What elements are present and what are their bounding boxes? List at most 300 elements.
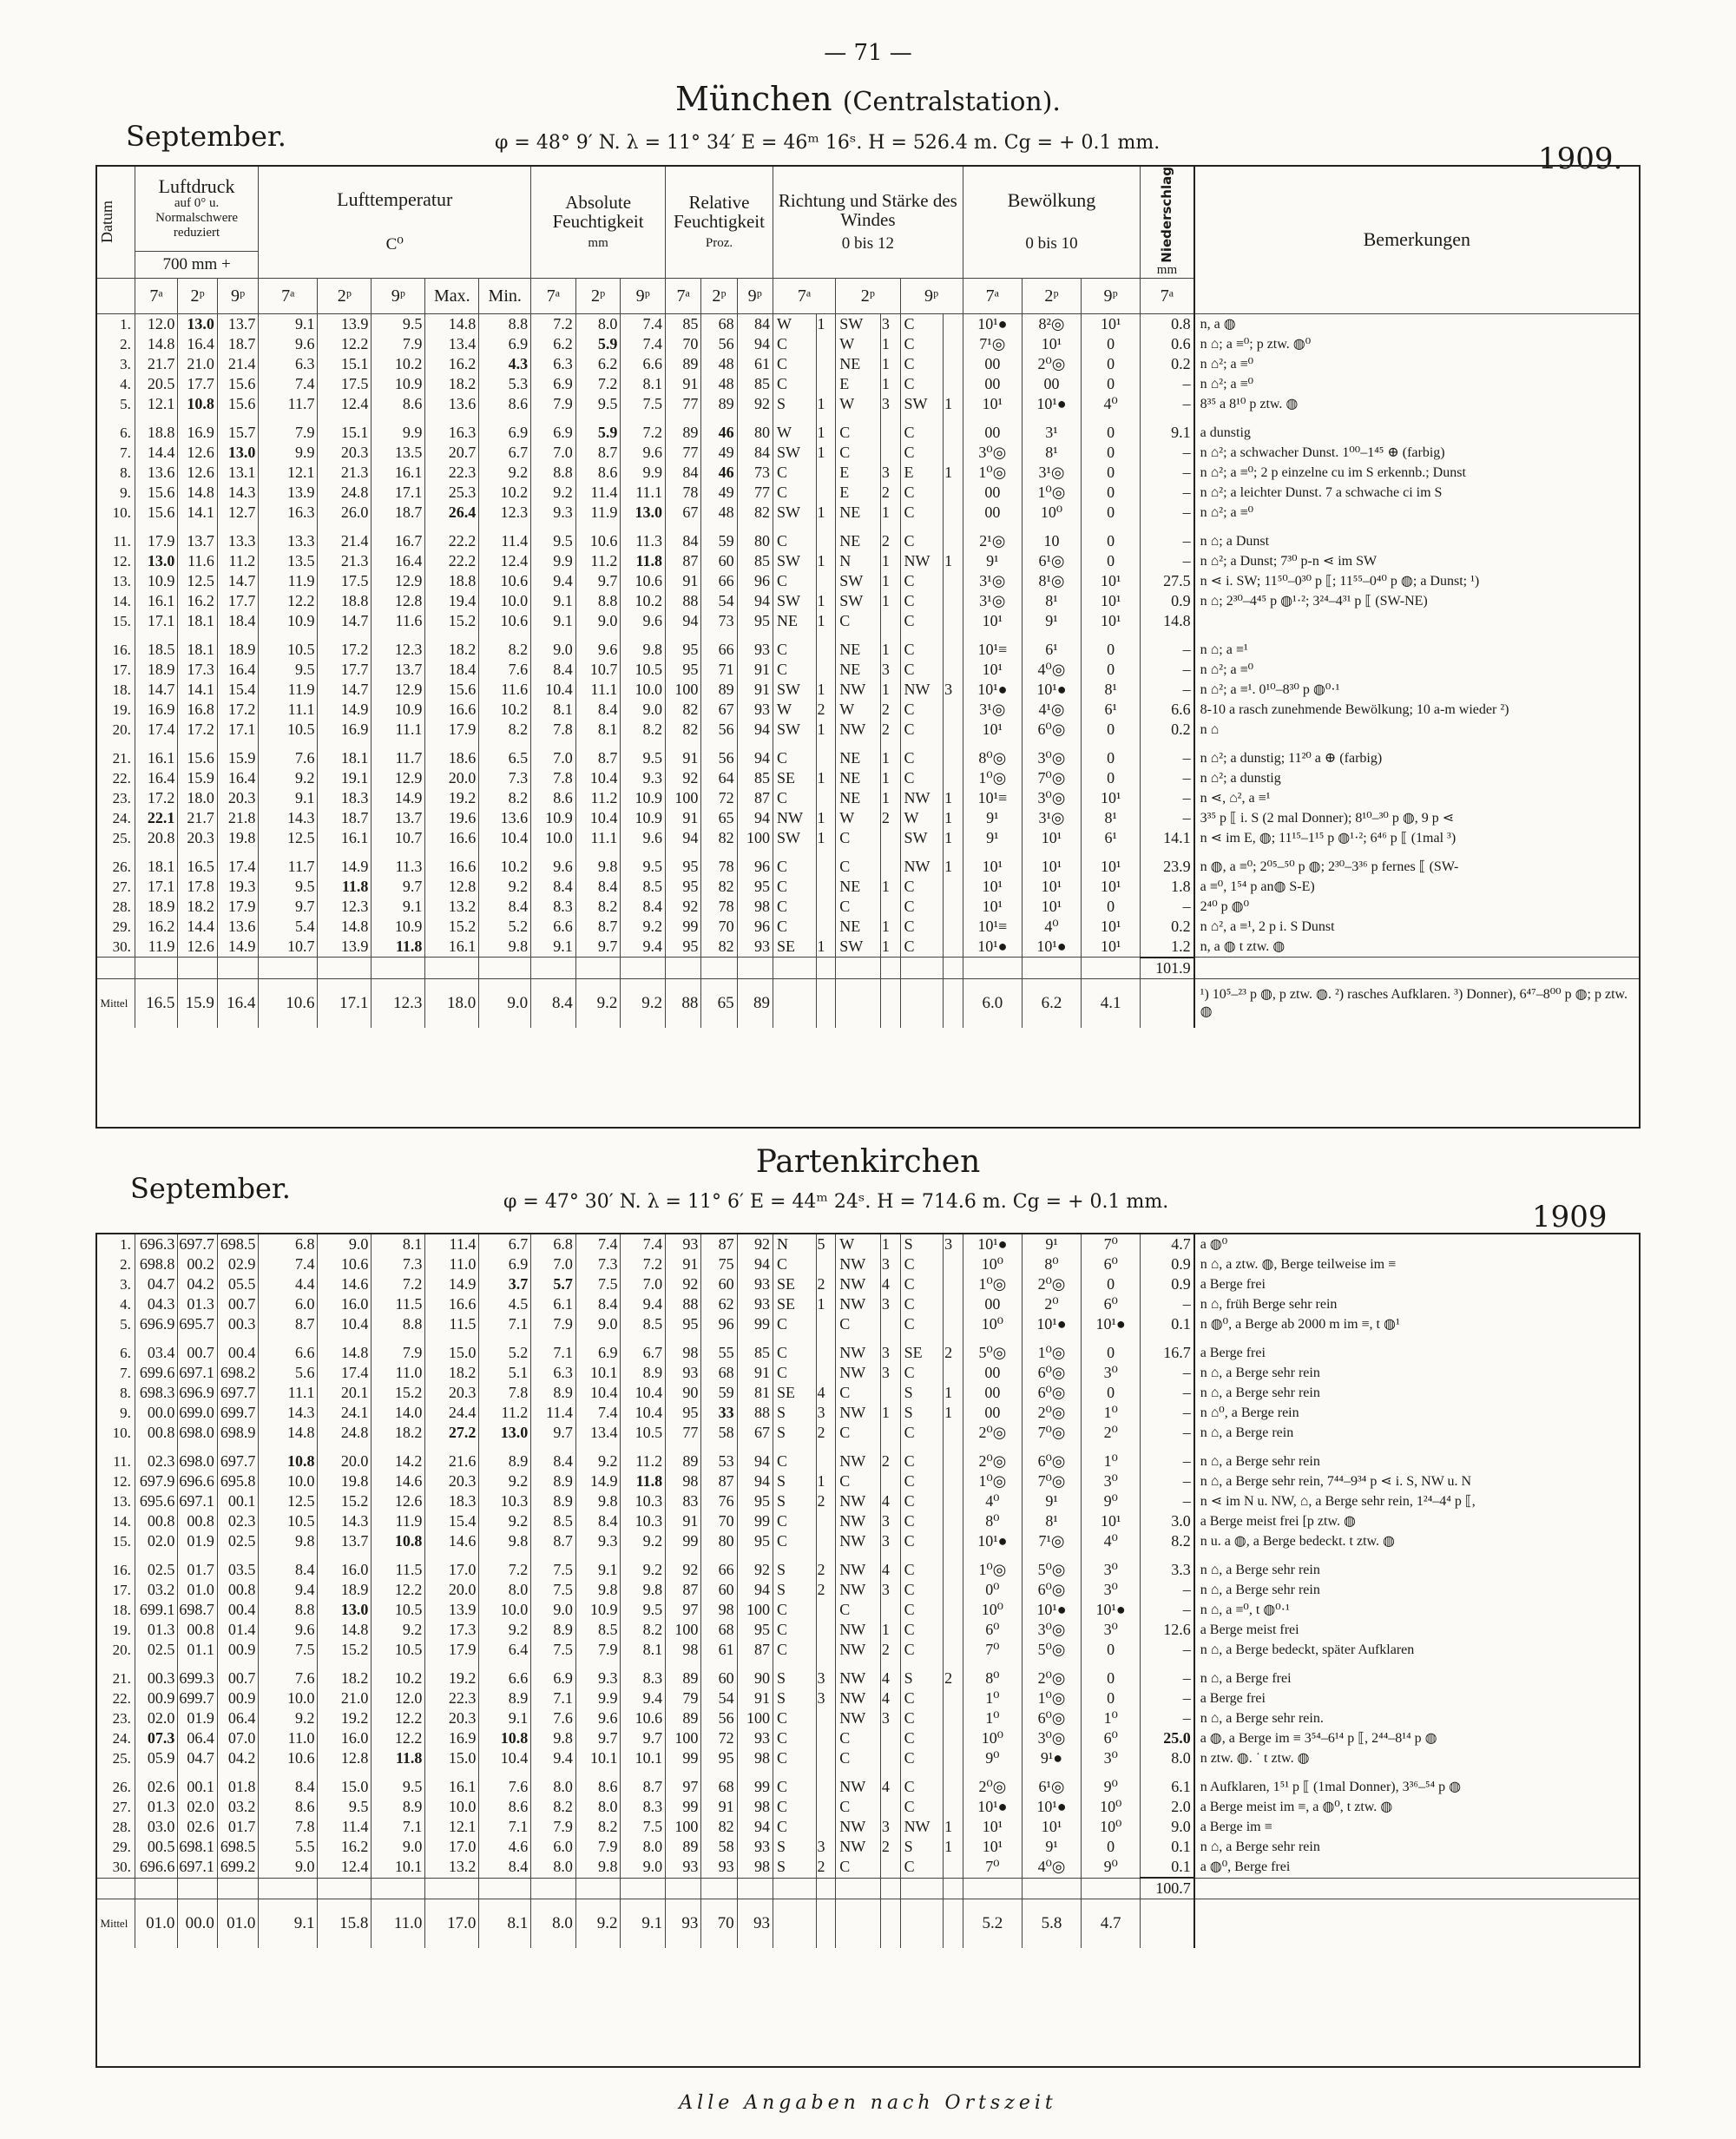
remark-cell: a Berge meist frei [1194, 1620, 1639, 1640]
p-value-cell: 04.7 [135, 1274, 178, 1294]
p-value-cell: 16.9 [135, 700, 178, 720]
wind-direction-cell: W [836, 808, 881, 828]
p-value-cell: 16.4 [217, 660, 258, 680]
r-value-cell: 59 [701, 531, 737, 551]
p-value-cell: 16.1 [135, 748, 178, 768]
t-value-cell: 8.2 [479, 720, 531, 740]
wind-direction-cell: C [900, 748, 944, 768]
a-value-cell: 9.2 [575, 1451, 621, 1471]
wind-direction-cell: NE [836, 877, 881, 897]
remark-cell: a Berge meist im ≡, a ◍⁰, t ztw. ◍ [1194, 1797, 1639, 1817]
t-value-cell: 6.6 [479, 1668, 531, 1688]
empty-cell [900, 958, 944, 979]
a-value-cell: 10.1 [621, 1748, 666, 1768]
t-value-cell: 18.6 [425, 748, 479, 768]
wind-direction-cell: NW [836, 1817, 881, 1837]
t-value-cell: 18.3 [425, 1491, 479, 1511]
wind-strength-cell: 3 [816, 1403, 836, 1423]
table-row [97, 394, 1639, 414]
remark-cell: a Berge im ≡ [1194, 1817, 1639, 1837]
precip-sum-cell: 101.9 [1141, 958, 1194, 979]
hdr-7a: 7ᵃ [1141, 278, 1194, 313]
r-value-cell: 53 [701, 1451, 737, 1471]
a-value-cell: 8.1 [575, 720, 621, 740]
cloud-cell: 2⁰ [1022, 1294, 1081, 1314]
t-value-cell: 8.4 [479, 1857, 531, 1878]
cloud-cell: 10⁰ [963, 1254, 1022, 1274]
wind-direction-cell: N [773, 1234, 816, 1254]
t-value-cell: 12.1 [259, 463, 318, 483]
t-value-cell: 9.0 [259, 1857, 318, 1878]
t-value-cell: 5.4 [259, 917, 318, 937]
p-value-cell: 14.8 [135, 334, 178, 354]
cloud-cell: 00 [963, 483, 1022, 503]
t-value-cell: 18.2 [372, 1423, 425, 1443]
spacer-cell [737, 1443, 773, 1451]
a-value-cell: 6.2 [531, 334, 576, 354]
table-row [97, 1777, 1639, 1797]
empty-cell [575, 1878, 621, 1899]
r-value-cell: 100 [666, 788, 701, 808]
a-value-cell: 7.5 [621, 394, 666, 414]
wind-direction-cell: C [900, 1600, 944, 1620]
t-value-cell: 11.0 [372, 1363, 425, 1383]
t-value-cell: 24.8 [318, 1423, 372, 1443]
wind-strength-cell [944, 1451, 963, 1471]
wind-strength-cell [816, 1254, 836, 1274]
a-value-cell: 9.5 [621, 748, 666, 768]
a-value-cell: 6.3 [531, 354, 576, 374]
t-value-cell: 19.8 [318, 1471, 372, 1491]
r-value-cell: 98 [737, 1797, 773, 1817]
spacer-cell [1141, 1334, 1194, 1343]
cloud-cell: 0 [1082, 1274, 1141, 1294]
wind-strength-cell: 2 [816, 1423, 836, 1443]
p-value-cell: 12.5 [178, 571, 217, 591]
wind-strength-cell [944, 571, 963, 591]
wind-strength-cell: 1 [816, 720, 836, 740]
table-row [97, 1451, 1639, 1471]
precip-cell: 14.1 [1141, 828, 1194, 848]
r-value-cell: 87 [666, 1580, 701, 1600]
spacer-cell [1082, 848, 1141, 857]
t-value-cell: 21.4 [318, 531, 372, 551]
t-value-cell: 12.6 [372, 1491, 425, 1511]
p-value-cell: 698.7 [178, 1600, 217, 1620]
t-value-cell: 6.0 [259, 1294, 318, 1314]
r-value-cell: 70 [666, 334, 701, 354]
wind-strength-cell: 2 [944, 1343, 963, 1363]
spacer-cell [666, 523, 701, 531]
spacer-cell [217, 1551, 258, 1560]
p-value-cell: 20.3 [178, 828, 217, 848]
wind-strength-cell: 2 [944, 1668, 963, 1688]
spacer-cell [531, 1334, 576, 1343]
wind-direction-cell: C [900, 897, 944, 917]
month-label-parten: September. [130, 1172, 291, 1205]
wind-direction-cell: C [836, 897, 881, 917]
spacer-cell [1082, 631, 1141, 640]
wind-direction-cell: SE [773, 768, 816, 788]
wind-direction-cell: C [773, 1620, 816, 1640]
spacer-cell [701, 1660, 737, 1668]
t-value-cell: 10.6 [479, 611, 531, 631]
t-value-cell: 15.0 [425, 1748, 479, 1768]
date-cell: 16. [112, 641, 131, 658]
cloud-cell: 1⁰ [1082, 1451, 1141, 1471]
t-value-cell: 6.4 [479, 1640, 531, 1660]
t-value-cell: 18.3 [318, 788, 372, 808]
wind-direction-cell: C [900, 1640, 944, 1660]
empty-cell [900, 1878, 944, 1899]
a-value-cell: 9.4 [621, 1688, 666, 1708]
p-value-cell: 16.9 [178, 423, 217, 443]
hdr-7a: 7ᵃ [259, 278, 318, 313]
t-value-cell: 12.5 [259, 1491, 318, 1511]
cloud-cell: 10¹ [1022, 334, 1081, 354]
empty-cell [880, 978, 900, 1028]
precip-cell: – [1141, 1600, 1194, 1620]
remark-cell: a dunstig [1194, 423, 1639, 443]
wind-strength-cell [944, 1314, 963, 1334]
t-value-cell: 12.5 [259, 828, 318, 848]
wind-direction-cell: C [900, 374, 944, 394]
spacer-cell [900, 523, 944, 531]
wind-direction-cell: C [773, 1797, 816, 1817]
cloud-cell: 8⁰ [963, 1668, 1022, 1688]
hdr-2p: 2ᵖ [318, 278, 372, 313]
a-value-cell: 9.1 [531, 591, 576, 611]
wind-direction-cell: C [773, 1708, 816, 1728]
r-value-cell: 48 [701, 354, 737, 374]
spacer-cell [97, 740, 135, 748]
r-value-cell: 94 [737, 1817, 773, 1837]
t-value-cell: 9.2 [479, 877, 531, 897]
t-value-cell: 19.2 [425, 1668, 479, 1688]
empty-cell [816, 1878, 836, 1899]
p-value-cell: 03.2 [135, 1580, 178, 1600]
t-value-cell: 9.2 [372, 1620, 425, 1640]
spacer-cell [737, 1334, 773, 1343]
precip-cell: 0.9 [1141, 591, 1194, 611]
r-value-cell: 60 [701, 1580, 737, 1600]
spacer-cell [737, 414, 773, 423]
r-value-cell: 66 [701, 640, 737, 660]
table-row [97, 591, 1639, 611]
cloud-cell: 0 [1082, 334, 1141, 354]
wind-direction-cell: C [836, 423, 881, 443]
hdr-2p: 2ᵖ [836, 278, 900, 313]
cloud-cell: 7⁰ [1082, 1234, 1141, 1254]
remark-cell: n u. a ◍, a Berge bedeckt. t ztw. ◍ [1194, 1531, 1639, 1551]
r-value-cell: 85 [737, 551, 773, 571]
r-value-cell: 60 [701, 551, 737, 571]
t-value-cell: 16.4 [372, 551, 425, 571]
wind-strength-cell: 2 [816, 700, 836, 720]
table-row [97, 1403, 1639, 1423]
remark-cell: n ⌂²; a ≡⁰; 2 p einzelne cu im S erkennb.; Dunst [1194, 463, 1639, 483]
a-value-cell: 8.7 [575, 917, 621, 937]
date-cell: 7. [120, 444, 131, 461]
spacer-cell [816, 1660, 836, 1668]
wind-strength-cell [880, 1748, 900, 1768]
wind-direction-cell: C [773, 1511, 816, 1531]
p-value-cell: 07.0 [217, 1728, 258, 1748]
wind-direction-cell: C [900, 1620, 944, 1640]
p-value-cell: 699.7 [178, 1688, 217, 1708]
wind-direction-cell: C [773, 354, 816, 374]
spacer-cell [135, 1660, 178, 1668]
p-value-cell: 17.7 [178, 374, 217, 394]
spacer-cell [425, 414, 479, 423]
t-value-cell: 22.3 [425, 463, 479, 483]
empty-cell [816, 978, 836, 1028]
spacer-row [97, 523, 1639, 531]
wind-strength-cell: 2 [880, 700, 900, 720]
r-value-cell: 95 [666, 640, 701, 660]
remark-cell: n ⌂²; a ≡⁰ [1194, 503, 1639, 523]
p-value-cell: 00.4 [217, 1600, 258, 1620]
cloud-cell: 10¹≡ [963, 640, 1022, 660]
date-cell: 27. [112, 1799, 131, 1815]
cloud-cell: 10⁰ [1022, 503, 1081, 523]
wind-strength-cell: 2 [880, 808, 900, 828]
spacer-cell [737, 523, 773, 531]
t-value-cell: 6.8 [259, 1234, 318, 1254]
cloud-cell: 6⁰◎ [1022, 1451, 1081, 1471]
wind-direction-cell: C [900, 877, 944, 897]
a-value-cell: 9.0 [575, 611, 621, 631]
p-value-cell: 18.7 [217, 334, 258, 354]
p-value-cell: 22.1 [135, 808, 178, 828]
p-value-cell: 698.3 [135, 1383, 178, 1403]
wind-direction-cell: C [836, 1314, 881, 1334]
wind-direction-cell: NE [836, 531, 881, 551]
t-value-cell: 10.6 [318, 1254, 372, 1274]
spacer-cell [900, 1660, 944, 1668]
wind-strength-cell: 1 [816, 503, 836, 523]
cloud-cell: 9⁰ [1082, 1777, 1141, 1797]
remark-cell: 2⁴⁰ p ◍⁰ [1194, 897, 1639, 917]
wind-direction-cell: C [773, 483, 816, 503]
t-value-cell: 20.3 [425, 1471, 479, 1491]
r-value-cell: 67 [666, 503, 701, 523]
wind-strength-cell [816, 1314, 836, 1334]
spacer-cell [178, 631, 217, 640]
precip-cell: – [1141, 897, 1194, 917]
p-value-cell: 00.1 [178, 1777, 217, 1797]
r-value-cell: 68 [701, 1777, 737, 1797]
t-value-cell: 9.2 [259, 1708, 318, 1728]
t-value-cell: 11.7 [259, 394, 318, 414]
a-value-cell: 7.4 [621, 1234, 666, 1254]
a-value-cell: 7.0 [621, 1274, 666, 1294]
t-value-cell: 6.7 [479, 1234, 531, 1254]
spacer-cell [836, 1443, 881, 1451]
a-value-cell: 7.2 [531, 313, 576, 334]
hdr-2p: 2ᵖ [575, 278, 621, 313]
r-value-cell: 95 [737, 1491, 773, 1511]
wind-strength-cell [816, 748, 836, 768]
p-value-cell: 02.5 [135, 1560, 178, 1580]
spacer-cell [816, 1551, 836, 1560]
wind-strength-cell: 1 [944, 394, 963, 414]
spacer-row [97, 1334, 1639, 1343]
mean-t-cell: 9.0 [479, 978, 531, 1028]
t-value-cell: 8.8 [372, 1314, 425, 1334]
a-value-cell: 10.3 [621, 1491, 666, 1511]
date-cell: 19. [112, 1622, 131, 1638]
station-coords-munich: φ = 48° 9′ N. λ = 11° 34′ E = 46ᵐ 16ˢ. H = 526.4 m. Cg = + 0.1 mm. [495, 132, 1161, 154]
footnote-cell: ¹) 10⁵–²³ p ◍, p ztw. ◍. ²) rasches Aufklaren. ³) Donner), 6⁴⁷–8⁰⁰ p ◍; p ztw. ◍ [1194, 978, 1639, 1028]
empty-cell [880, 1878, 900, 1899]
wind-strength-cell [944, 423, 963, 443]
spacer-cell [531, 1660, 576, 1668]
table-row [97, 1491, 1639, 1511]
t-value-cell: 6.9 [479, 1254, 531, 1274]
spacer-cell [178, 1768, 217, 1777]
remark-cell [1194, 1878, 1639, 1899]
p-value-cell: 06.4 [217, 1708, 258, 1728]
remark-cell: a Berge frei [1194, 1688, 1639, 1708]
cloud-cell: 10⁰ [963, 1314, 1022, 1334]
wind-direction-cell: C [900, 660, 944, 680]
r-value-cell: 98 [701, 1600, 737, 1620]
wind-strength-cell [880, 1471, 900, 1491]
r-value-cell: 76 [701, 1491, 737, 1511]
spacer-cell [1082, 1334, 1141, 1343]
r-value-cell: 91 [666, 571, 701, 591]
spacer-cell [880, 1768, 900, 1777]
p-value-cell: 02.9 [217, 1254, 258, 1274]
cloud-cell: 0 [1082, 720, 1141, 740]
spacer-cell [963, 848, 1022, 857]
cloud-cell: 0 [1082, 1640, 1141, 1660]
remark-cell: n ⌂; a ≡⁰; p ztw. ◍⁰ [1194, 334, 1639, 354]
table-row [97, 1797, 1639, 1817]
wind-strength-cell [816, 483, 836, 503]
r-value-cell: 64 [701, 768, 737, 788]
t-value-cell: 12.2 [318, 334, 372, 354]
t-value-cell: 9.0 [318, 1234, 372, 1254]
wind-strength-cell: 3 [880, 394, 900, 414]
empty-cell [1082, 1878, 1141, 1899]
a-value-cell: 8.2 [575, 1817, 621, 1837]
table-row [97, 828, 1639, 848]
p-value-cell: 18.0 [178, 788, 217, 808]
cloud-cell: 00 [963, 1383, 1022, 1403]
wind-strength-cell: 1 [880, 334, 900, 354]
t-value-cell: 13.6 [479, 808, 531, 828]
spacer-cell [135, 414, 178, 423]
precip-cell: – [1141, 1491, 1194, 1511]
remark-cell: n ⌂, a Berge bedeckt, später Aufklaren [1194, 1640, 1639, 1660]
wind-direction-cell: SW [836, 937, 881, 958]
date-cell: 26. [112, 1779, 131, 1795]
wind-strength-cell [944, 1777, 963, 1797]
p-value-cell: 697.7 [178, 1234, 217, 1254]
remark-cell: n ⋖ i. SW; 11⁵⁰–0³⁰ p ⟦; 11⁵⁵–0⁴⁰ p ◍; a Dunst; ¹) [1194, 571, 1639, 591]
precip-cell: – [1141, 1451, 1194, 1471]
wind-strength-cell: 1 [944, 1383, 963, 1403]
wind-direction-cell: C [836, 1471, 881, 1491]
wind-strength-cell [880, 828, 900, 848]
wind-direction-cell: C [773, 334, 816, 354]
t-value-cell: 9.2 [259, 768, 318, 788]
t-value-cell: 8.6 [259, 1797, 318, 1817]
wind-strength-cell [816, 1797, 836, 1817]
t-value-cell: 10.1 [372, 1857, 425, 1878]
p-value-cell: 699.2 [217, 1857, 258, 1878]
wind-strength-cell: 3 [880, 1817, 900, 1837]
a-value-cell: 7.9 [575, 1837, 621, 1857]
t-value-cell: 21.6 [425, 1451, 479, 1471]
cloud-cell: 10¹● [963, 1531, 1022, 1551]
r-value-cell: 49 [701, 483, 737, 503]
p-value-cell: 695.6 [135, 1491, 178, 1511]
a-value-cell: 6.0 [531, 1837, 576, 1857]
cloud-cell: 6⁰◎ [1022, 1383, 1081, 1403]
spacer-cell [701, 523, 737, 531]
a-value-cell: 9.8 [575, 1857, 621, 1878]
p-value-cell: 14.1 [178, 503, 217, 523]
spacer-cell [1022, 631, 1081, 640]
cloud-cell: 3⁰◎ [1022, 748, 1081, 768]
wind-direction-cell: SW [836, 313, 881, 334]
spacer-cell [1194, 1660, 1639, 1668]
a-value-cell: 8.2 [531, 1797, 576, 1817]
t-value-cell: 10.6 [479, 571, 531, 591]
spacer-cell [372, 848, 425, 857]
a-value-cell: 9.4 [531, 1748, 576, 1768]
p-value-cell: 01.3 [178, 1294, 217, 1314]
a-value-cell: 11.1 [621, 483, 666, 503]
p-value-cell: 697.9 [135, 1471, 178, 1491]
r-value-cell: 95 [666, 660, 701, 680]
wind-direction-cell: C [773, 1531, 816, 1551]
wind-direction-cell: SW [773, 443, 816, 463]
wind-direction-cell: N [836, 551, 881, 571]
spacer-cell [836, 740, 881, 748]
t-value-cell: 10.8 [479, 1728, 531, 1748]
p-value-cell: 00.8 [135, 1511, 178, 1531]
p-value-cell: 17.9 [135, 531, 178, 551]
mean-t-cell: 15.8 [318, 1899, 372, 1949]
t-value-cell: 14.9 [318, 857, 372, 877]
remark-cell: n ⌂²; a ≡¹. 0¹⁰–8³⁰ p ◍⁰·¹ [1194, 680, 1639, 700]
spacer-cell [773, 1768, 816, 1777]
a-value-cell: 7.0 [531, 1254, 576, 1274]
wind-direction-cell: NW [836, 1777, 881, 1797]
spacer-cell [880, 631, 900, 640]
t-value-cell: 4.6 [479, 1837, 531, 1857]
mean-label-cell: Mittel [97, 1899, 135, 1949]
a-value-cell: 7.5 [531, 1640, 576, 1660]
cloud-cell: 3⁰◎ [963, 443, 1022, 463]
p-value-cell: 00.8 [178, 1620, 217, 1640]
r-value-cell: 77 [666, 394, 701, 414]
t-value-cell: 12.2 [259, 591, 318, 611]
t-value-cell: 7.6 [479, 1777, 531, 1797]
wind-direction-cell: C [836, 828, 881, 848]
t-value-cell: 10.7 [259, 937, 318, 958]
a-value-cell: 8.9 [531, 1383, 576, 1403]
wind-direction-cell: W [836, 394, 881, 414]
spacer-cell [97, 1660, 135, 1668]
t-value-cell: 9.5 [372, 313, 425, 334]
wind-direction-cell: W [836, 700, 881, 720]
t-value-cell: 14.9 [318, 700, 372, 720]
